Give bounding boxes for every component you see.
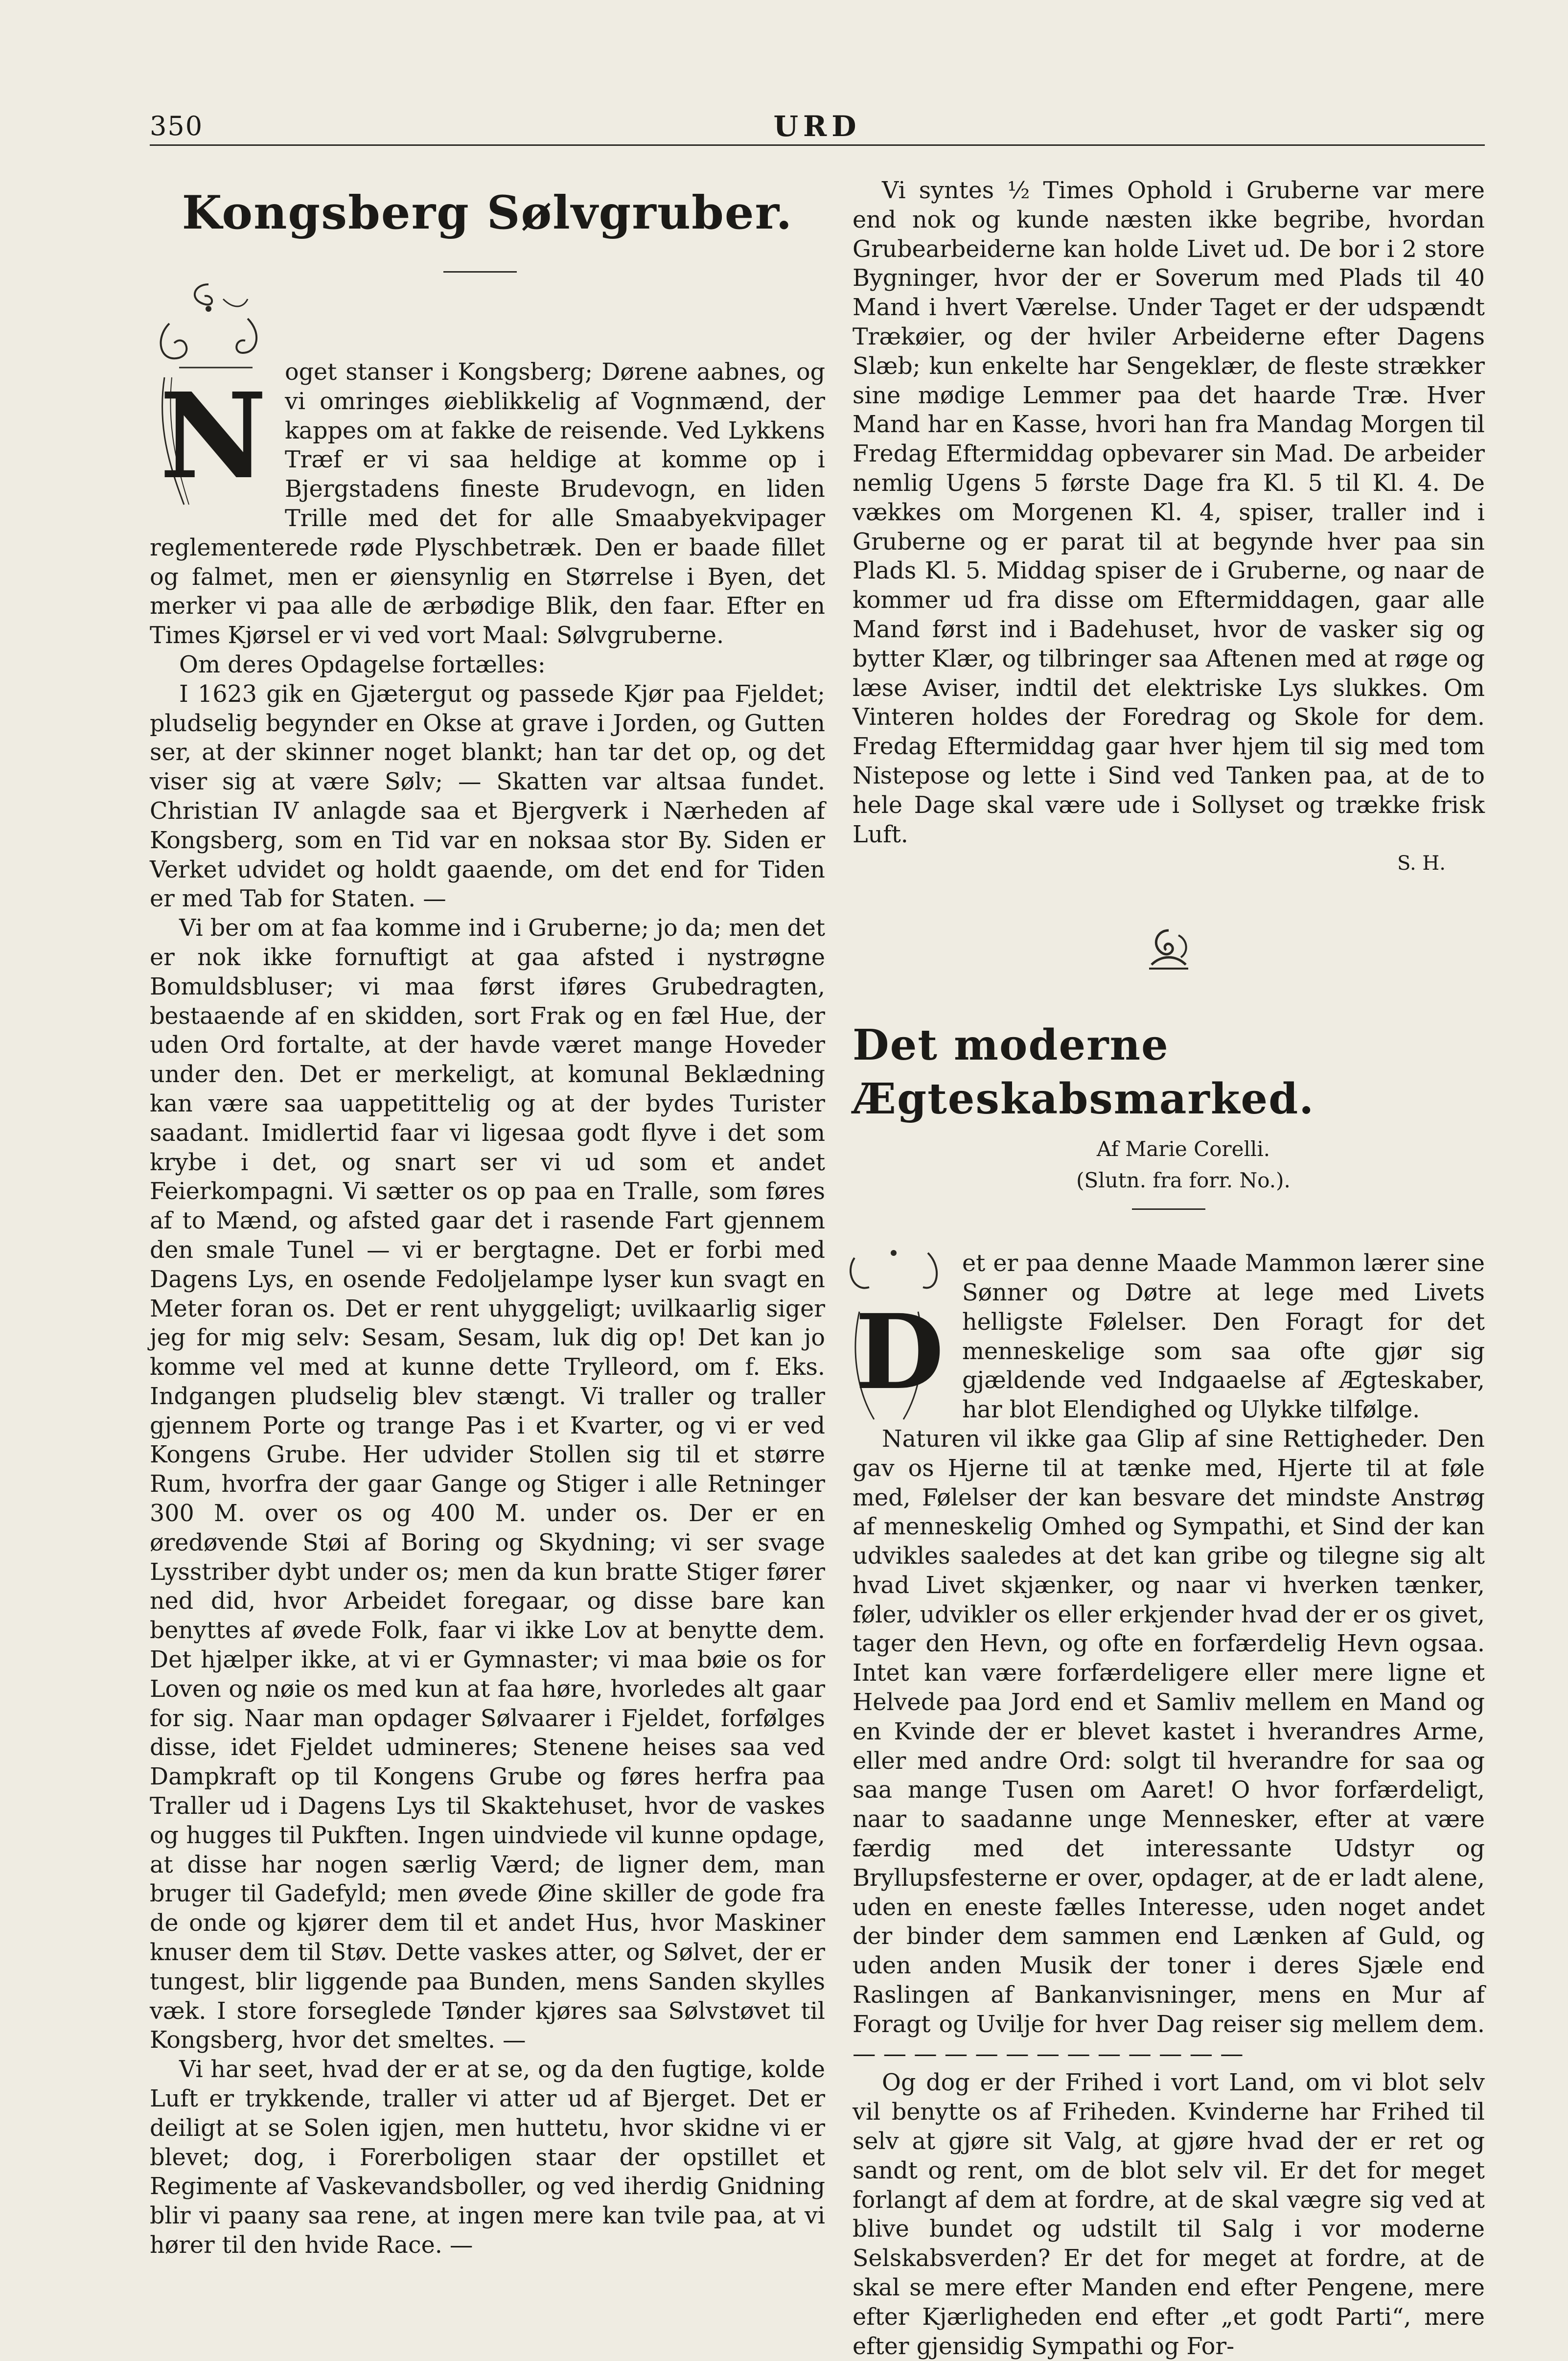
paragraph: oget stanser i Kongsberg; Dørene aabnes, og vi omringes øieblikkelig af Vognmænd, der kappes om at fakke de reisende. Ved Lykkens Træf er vi saa heldige at komme op i Bjergstadens fineste Brudevogn, en liden Trille med det for alle Smaabyekvipager reglementerede røde Plyschbetræk. Den er baade fillet og falmet, men er øiensynlig en Størrelse i Byen, det merker vi paa alle de ærbødige Blik, den faar. Efter en Times Kjørsel er vi ved vort Maal: Sølvgruberne. (150, 359, 825, 649)
signature: S. H. (1397, 852, 1446, 875)
ornamental-initial (150, 279, 265, 509)
dropcap-letter: D (854, 1292, 945, 1413)
paragraph: I 1623 gik en Gjætergut og passede Kjør paa Fjeldet; pludselig begynder en Okse at grave i Jorden, og Gutten ser, at der skinner noget blankt; han tar det op, og det viser sig at være Sølv; — Skatten var altsaa fundet. Christian IV anlagde saa et Bjergverk i Nærheden af Kongsberg, som en Tid var en noksaa stor By. Siden er Verket udvidet og holdt gaaende, om det end for Tiden er med Tab for Staten. — (150, 680, 825, 913)
section-ornament (853, 926, 1485, 974)
article-body (853, 1249, 1485, 2361)
paragraph: Og dog er der Frihed i vort Land, om vi blot selv vil benytte os af Friheden. Kvinderne har Frihed til selv at gjøre sit Valg, at gjøre hvad der er ret og sandt og rent, om de blot selv vil. Er det for meget forlangt af dem at fordre, at de skal vægre sig ved at blive bundet og udstilt til Salg i vor moderne Selskabsverden? Er det for meget at fordre, at de skal se mere efter Manden end efter Pengene, mere efter Kjærligheden end efter „et godt Parti“, mere efter gjensidig Sympathi og For- (853, 2069, 1485, 2360)
title-rule (443, 271, 517, 273)
dropcap-letter: N (160, 367, 267, 505)
running-title: URD (773, 110, 861, 143)
paragraph: Naturen vil ikke gaa Glip af sine Rettigheder. Den gav os Hjerne til at tænke med, Hjerte til at føle med, Følelser der kan besvare det mindste Anstrøg af menneskelig Omhed og Sympathi, et Sind der kan udvikles saaledes at det kan gribe og tilegne sig alt hvad Livet skjænker, og naar vi hverken tænker, føler, udvikler os eller erkjender hvad der er os givet, tager den Hevn, og ofte en forfærdelig Hevn ogsaa. Intet kan være forfærdeligere eller mere ligne et Helvede paa Jord end et Samliv mellem en Mand og en Kvinde der er blevet kastet i hverandres Arme, eller med andre Ord: solgt til hverandre for saa og saa mange Tusen om Aaret! O hvor forfærdeligt, naar to saadanne unge Mennesker, efter at være færdig med det interessante Udstyr og Bryllupsfesterne er over, opdager, at de er ladt alene, uden en eneste fælles Interesse, uden noget andet der binder dem sammen end Lænken af Guld, og uden anden Musik der toner i deres Sjæle end Raslingen af Bankanvisninger, mens en Mur af Foragt og Uvilje for hver Dag reiser sig mellem dem. — — — — — — — — — — — — — (853, 1425, 1485, 2067)
page-number: 350 (150, 111, 204, 141)
ornamental-initial (845, 1238, 945, 1423)
right-column (853, 176, 1485, 2361)
paragraph: Vi syntes ½ Times Ophold i Gruberne var mere end nok og kunde næsten ikke begribe, hvordan Grubearbeiderne kan holde Livet ud. De bor i 2 store Bygninger, hvor der er Soverum med Plads til 40 Mand i hvert Værelse. Under Taget er der udspændt Trækøier, og der hviler Arbeiderne efter Dagens Slæb; kun enkelte har Sengeklær, de fleste strækker sine mødige Lemmer paa det haarde Træ. Hver Mand har en Kasse, hvori han fra Mandag Morgen til Fredag Eftermiddag opbevarer sin Mad. De arbeider nemlig Ugens 5 første Dage fra Kl. 5 til Kl. 4. De vækkes om Morgenen Kl. 4, spiser, traller ind i Gruberne og er parat til at begynde hver paa sin Plads Kl. 5. Middag spiser de i Gruberne, og naar de kommer ud fra disse om Eftermiddagen, gaar alle Mand først ind i Badehuset, hvor de vasker sig og bytter Klær, og tilbringer saa Aftenen med at røge og læse Aviser, indtil det elektriske Lys slukkes. Om Vinteren holdes der Foredrag og Skole for dem. Fredag Eftermiddag gaar hver hjem til sig med tom Nistepose og lette i Sind ved Tanken paa, at de to hele Dage skal være ude i Sollyset og trække frisk Luft. (853, 177, 1485, 848)
title-rule (1132, 1208, 1205, 1210)
article-title: Det moderne Ægteskabsmarked. (853, 1020, 1315, 1124)
article-title: Kongsberg Sølvgruber. (182, 186, 793, 240)
paragraph: Vi ber om at faa komme ind i Gruberne; jo da; men det er nok ikke fornuftigt at gaa afsted i nystrøgne Bomuldsbluser; vi maa først iføres Grubedragten, bestaaende af en skidden, sort Frak og en fæl Hue, der uden Ord fortalte, at der havde været mange Hoveder under den. Det er merkeligt, at komunal Beklædning kan være saa uappetittelig og at der bydes Turister saadant. Imidlertid faar vi ligesaa godt flyve i det som krybe i det, og snart ser vi ud som et andet Feierkompagni. Vi sætter os op paa en Tralle, som føres af to Mænd, og afsted gaar det i rasende Fart gjennem den smale Tunel — vi er bergtagne. Det er forbi med Dagens Lys, en osende Fedoljelampe lyser kun svagt en Meter foran os. Det er rent uhyggeligt; uvilkaarlig siger jeg for mig selv: Sesam, Sesam, luk dig op! Det kan jo komme vel med at kunne dette Trylleord, om f. Eks. Indgangen pludselig blev stængt. Vi traller og traller gjennem Porte og trange Pas i et Kvarter, og vi er ved Kongens Grube. Her udvider Stollen sig til et større Rum, hvorfra der gaar Gange og Stiger i alle Retninger 300 M. over os og 400 M. under os. Der er en øredøvende Støi af Boring og Skydning; vi ser svage Lysstriber dybt under os; men da kun bratte Stiger fører ned did, hvor Arbeidet foregaar, og disse bare kan benyttes af øvede Folk, faar vi ikke Lov at benytte dem. Det hjælper ikke, at vi er Gymnaster; vi maa bøie os for Loven og nøie os med kun at faa høre, hvorledes alt gaar for sig. Naar man opdager Sølvaarer i Fjeldet, forfølges disse, idet Fjeldet udmineres; Stenene heises saa ved Dampkraft op til Kongens Grube og føres herfra paa Traller ud i Dagens Lys til Skaktehuset, hvor de vaskes og hugges til Pukften. Ingen uindviede vil kunne opdage, at disse har nogen særlig Værd; de ligner dem, man bruger til Gadefyld; men øvede Øine skiller de gode fra de onde og kjører dem til et andet Hus, hvor Maskiner knuser dem til Støv. Dette vaskes atter, og Sølvet, der er tungest, blir liggende paa Bunden, mens Sanden skylles væk. I store forseglede Tønder kjøres saa Sølvstøvet til Kongsberg, hvor det smeltes. — (150, 915, 825, 2054)
article-note: (Slutn. fra forr. No.). (1076, 1168, 1291, 1193)
fleuron-icon (1142, 926, 1196, 974)
page-header (150, 110, 1485, 146)
left-column (150, 176, 825, 2260)
paragraph: et er paa denne Maade Mammon lærer sine Sønner og Døtre at lege med Livets helligste Følelser. Den Foragt for det menneskelige som saa ofte gjør sig gjældende ved Indgaaelse af Ægteskaber, har blot Elendighed og Ulykke tilfølge. (962, 1250, 1485, 1424)
article-author: Af Marie Corelli. (1096, 1137, 1270, 1161)
paragraph: Om deres Opdagelse fortælles: (179, 651, 546, 678)
paragraph: Vi har seet, hvad der er at se, og da den fugtige, kolde Luft er trykkende, traller vi atter ud af Bjerget. Det er deiligt at se Solen igjen, men huttetu, hvor skidne vi er blevet; dog, i Forerboligen staar der opstillet et Regimente af Vaskevandsboller, og ved iherdig Gnidning blir vi paany saa rene, at ingen mere kan tvile paa, at vi hører til den hvide Race. — (150, 2056, 825, 2259)
article-body (150, 358, 825, 2260)
